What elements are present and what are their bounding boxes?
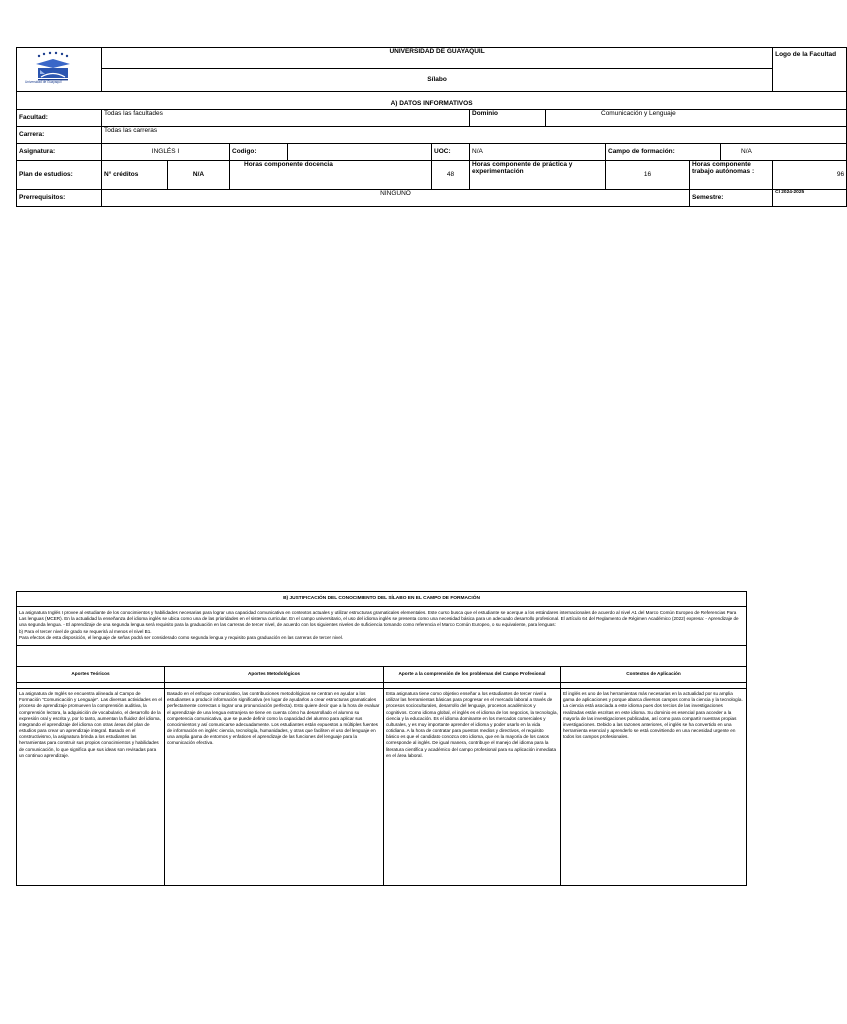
justificacion-text <box>17 607 747 646</box>
semestre-value: CI 2024-2025 <box>773 190 847 207</box>
section-b-title: B) JUSTIFICACIÓN DEL CONOCIMIENTO DEL SÍLABO EN EL CAMPO DE FORMACIÓN <box>17 592 747 607</box>
horas-docencia-label: Horas componente docencia <box>230 161 432 190</box>
justificacion-table <box>16 591 747 886</box>
carrera-label: Carrera: <box>17 127 102 144</box>
column-header-aportes-teoricos: Aportes Teóricos <box>17 666 165 682</box>
justificacion-paragraph-2: b) Para el tercer nivel de grado se requerirá al menos el nivel B1. <box>19 628 152 634</box>
dominio-value: Comunicación y Lenguaje <box>546 110 847 127</box>
justificacion-paragraph-1: La asignatura Inglés I provee al estudiante de los conocimientos y habilidades necesarias para lograr una capacidad comunicativa en contextos actuales y utilizar estructuras gramaticales elementales. Este curso busca que el estudiante se acerque a los estándares internacionales de acuerdo al nivel A1 del Marco Común Europeo de Referencias Para Las lenguas (MCER). En la actualidad la enseñanza del idioma inglés se ubica como una de las prioridades en el sistema curricular. En el campo universitario, el uso del idioma inglés se presenta como una necesidad básica para un adecuado desarrollo profesional. El artículo 64 del Reglamento de Régimen Académico (2022) expresa: - Aprendizaje de una segunda lengua. - El aprendizaje de una segunda lengua será requisito para la graduación en las carreras de tercer nivel, de acuerdo con los siguientes niveles de suficiencia tomando como referencia el Marco Común Europeo, o su equivalente, para lenguas: <box>19 610 739 628</box>
creditos-value: N/A <box>168 161 230 190</box>
codigo-value <box>288 144 432 161</box>
facultad-label: Facultad: <box>17 110 102 127</box>
university-logo-cell <box>17 48 102 92</box>
uoc-value: N/A <box>470 144 606 161</box>
datos-informativos-table <box>16 47 847 207</box>
campo-profesional-text: Esta asignatura tiene como objetivo enseñar a los estudiantes de tercer nivel a utilizar las herramientas básicas para progresar en el mercado laboral a través de procesos socioculturales, desarrollo del lenguaje, procesos académicos y cognitivos. Como idioma global, el inglés es el idioma de los negocios, la tecnología, ciencia y la educación. Es el idioma dominante en los mercados comerciales y culturales, y es muy importante aprender el idioma y poder usarlo en la vida cotidiana. A la hora de contratar para puestos medios y directivos, el requisito básico es que el candidato conozca otro idioma, que en la mayoría de los casos corresponde al inglés. De igual manera, contribuye el manejo del idioma para la literatura científica y académico del campo profesional para su aplicación inmediata en el área laboral. <box>384 688 561 885</box>
prerrequisitos-value: NINGUNO <box>102 190 690 207</box>
horas-practica-value: 16 <box>606 161 690 190</box>
facultad-value: Todas las facultades <box>102 110 470 127</box>
campo-formacion-label: Campo de formación: <box>606 144 721 161</box>
horas-docencia-value: 48 <box>432 161 470 190</box>
plan-estudios-label: Plan de estudios: <box>17 161 102 190</box>
section-a-title: A) DATOS INFORMATIVOS <box>17 98 847 110</box>
prerrequisitos-label: Prerrequisitos: <box>17 190 102 207</box>
column-header-campo-profesional: Aporte a la comprensión de los problemas del Campo Profesional <box>384 666 561 682</box>
campo-formacion-value: N/A <box>721 144 847 161</box>
codigo-label: Codigo: <box>230 144 288 161</box>
semestre-label: Semestre: <box>690 190 773 207</box>
horas-practica-label: Horas componente de práctica y experimentación <box>470 161 606 190</box>
horas-autonomas-value: 96 <box>773 161 847 190</box>
logo-caption: Universidad de Guayaquil <box>25 80 62 84</box>
uoc-label: UOC: <box>432 144 470 161</box>
dominio-label: Dominio <box>470 110 546 127</box>
justificacion-paragraph-3: Para efectos de esta disposición, el lenguaje de señas podrá ser considerado como segunda lengua y requisito para graduación en las carreras de tercer nivel. <box>19 634 344 640</box>
aportes-teoricos-text: La asignatura de Inglés se encuentra alineada al Campo de Formación "Comunicación y Lenguaje". Las diversas actividades en el proceso de aprendizaje promueven la comprensión auditiva, la comprensión lectora, la adquisición de vocabulario, el desarrollo de la expresión oral y escrita y, por lo tanto, aumentan la fluidez del idioma, integrando el aprendizaje del idioma con otras áreas del plan de estudios para crear un aprendizaje integral. Basado en el constructivismo, la asignatura brinda a los estudiantes las herramientas para construir sus propios conocimientos y habilidades de comunicación, lo que significa que sus ideas son revisadas para un continuo aprendizaje. <box>17 688 165 885</box>
aportes-metodologicos-text: Basado en el enfoque comunicativo, las contribuciones metodológicas se centran en ayudar a los estudiantes a producir información significativa (en lugar de ayudarlos a crear estructuras gramaticales perfectamente correctas o lograr una pronunciación perfecta). Esto quiere decir que a la hora de evaluar el aprendizaje de una lengua extranjera se tiene en cuenta cómo ha desarrollado el alumno su competencia comunicativa, que se puede definir como la capacidad del alumno para aplicar sus conocimientos y así comunicarse adecuadamente. Los estudiantes están expuestos a múltiples fuentes de información en inglés: ciencia, tecnología, humanidades, y otras que faciliten el uso del lenguaje en una amplia gama de entornos y enfaticen el aprendizaje de las funciones del lenguaje para la comunicación efectiva. <box>165 688 384 885</box>
asignatura-label: Asignatura: <box>17 144 102 161</box>
logo-facultad-label: Logo de la Facultad <box>773 48 847 92</box>
horas-autonomas-label: Horas componente trabajo autónomas : <box>690 161 773 190</box>
contextos-aplicacion-text: El inglés es uno de las herramientas más necesarias en la actualidad por su amplia gama de aplicaciones y porque abarca diversos campos como la ciencia y la tecnología. La ciencia está asociada a este idioma pues dos tercios de las investigaciones realizadas están escritas en este idioma. Su dominio es esencial para acceder a la mayoría de las investigaciones publicadas, así como para compartir nuestras propias investigaciones. Debido a las razones anteriores, el inglés se ha convertido en una herramienta esencial y aprenderlo se está convirtiendo en una necesidad urgente en todos los campos profesionales. <box>561 688 747 885</box>
document-type: Sílabo <box>102 69 773 92</box>
column-header-aportes-metodologicos: Aportes Metodológicos <box>165 666 384 682</box>
asignatura-value: INGLÉS I <box>102 144 230 161</box>
spacer-row <box>17 645 747 666</box>
creditos-label: N° créditos <box>102 161 168 190</box>
carrera-value: Todas las carreras <box>102 127 847 144</box>
university-name: UNIVERSIDAD DE GUAYAQUIL <box>102 48 773 69</box>
column-header-contextos-aplicacion: Contextos de Aplicación <box>561 666 747 682</box>
